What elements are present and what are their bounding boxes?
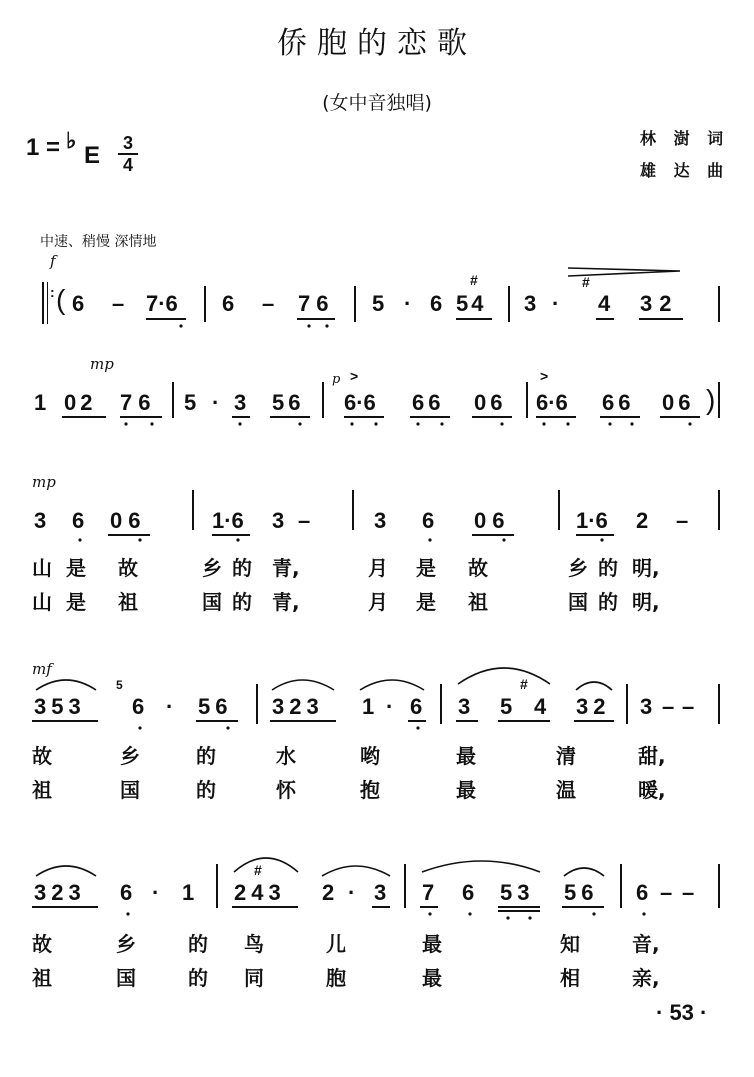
note: 6·6	[536, 390, 568, 415]
note: 02	[64, 390, 97, 415]
lyric-char: 最	[422, 966, 442, 990]
lyric-char: 的	[188, 966, 208, 990]
lyric-char: 祖	[118, 590, 138, 614]
lyric-char: 祖	[32, 778, 52, 802]
octave-dot	[179, 324, 182, 327]
dash: –	[262, 291, 275, 316]
dot: ·	[348, 880, 356, 905]
dash: –	[682, 694, 695, 719]
note: 4	[534, 694, 547, 719]
octave-dot	[325, 324, 328, 327]
note: 5	[500, 694, 513, 719]
lyric-char: 相	[560, 966, 580, 990]
note: 7·6	[146, 291, 178, 316]
lyric-char: 儿	[326, 932, 346, 956]
dot: ·	[552, 291, 560, 316]
lyric-char: 音,	[632, 932, 660, 956]
note: 323	[272, 694, 324, 719]
note: 1	[34, 390, 47, 415]
octave-dot	[440, 422, 443, 425]
note: 66	[412, 390, 445, 415]
note: 6	[462, 880, 475, 905]
lyricist-credit: 林 澍 词	[640, 129, 730, 148]
slur	[458, 668, 550, 684]
note: 32	[640, 291, 679, 316]
slur	[272, 680, 334, 690]
hairpin	[568, 268, 680, 276]
lyric-char: 是	[66, 590, 86, 614]
note: 06	[110, 508, 147, 533]
dot: ·	[386, 694, 394, 719]
note: 3	[640, 694, 653, 719]
slur	[36, 680, 96, 690]
slur	[576, 682, 612, 690]
dot: ·	[152, 880, 160, 905]
dash: –	[682, 880, 695, 905]
lyric-char: 国	[120, 778, 140, 802]
note: 1·6	[212, 508, 244, 533]
dot: ·	[166, 694, 174, 719]
octave-dot	[236, 538, 239, 541]
lyric-char: 明,	[632, 556, 660, 580]
lyric-char: 故	[32, 932, 52, 956]
dash: –	[298, 508, 311, 533]
note: 2	[636, 508, 649, 533]
key-note: E	[84, 142, 101, 169]
octave-dot	[124, 422, 127, 425]
octave-dot	[468, 912, 471, 915]
page-title: 侨胞的恋歌	[277, 26, 477, 61]
octave-dot	[688, 422, 691, 425]
lyric-char: 暖,	[638, 778, 666, 802]
lyric-char: 的	[196, 744, 216, 768]
octave-dot	[307, 324, 310, 327]
note: 3	[458, 694, 471, 719]
note: 6	[132, 694, 145, 719]
lyric-char: 的	[598, 590, 618, 614]
lyric-char: 的	[196, 778, 216, 802]
note: 76	[120, 390, 157, 415]
lyric-char: 国	[202, 590, 222, 614]
note: 6	[72, 291, 85, 316]
dash: –	[112, 291, 125, 316]
octave-dot	[566, 422, 569, 425]
grace-note: 5	[116, 678, 123, 692]
octave-dot	[428, 538, 431, 541]
lyric-char: 故	[32, 744, 52, 768]
lyric-char: 的	[232, 590, 252, 614]
note: 56	[272, 390, 305, 415]
open-paren: (	[56, 284, 66, 315]
lyric-char: 是	[416, 556, 436, 580]
octave-dot	[78, 538, 81, 541]
lyric-char: 温	[556, 778, 576, 802]
lyric-char: 的	[598, 556, 618, 580]
note: 76	[298, 291, 335, 316]
lyric-char: 青,	[272, 556, 300, 580]
slur	[360, 680, 424, 690]
note: 243	[234, 880, 286, 905]
slur	[322, 866, 390, 876]
lyric-char: 山	[32, 556, 52, 580]
slur	[422, 861, 540, 872]
lyric-char: 胞	[326, 966, 346, 990]
octave-dot	[238, 422, 241, 425]
note: 06	[474, 390, 507, 415]
octave-dot	[642, 912, 645, 915]
note: 54	[456, 291, 487, 316]
note: 1·6	[576, 508, 608, 533]
lyric-char: 哟	[360, 744, 380, 768]
lyric-char: 乡	[568, 556, 588, 580]
lyric-char: 的	[232, 556, 252, 580]
note: 56	[198, 694, 233, 719]
octave-dot	[298, 422, 301, 425]
lyric-char: 乡	[116, 932, 136, 956]
dynamic-f: f	[50, 252, 56, 270]
note: 3	[34, 508, 47, 533]
accent-mark: >	[350, 368, 359, 384]
note: 6·6	[344, 390, 376, 415]
octave-dot	[608, 422, 611, 425]
slur	[234, 858, 298, 872]
octave-dot	[428, 912, 431, 915]
note: 6	[430, 291, 443, 316]
lyric-char: 是	[416, 590, 436, 614]
note: 2	[322, 880, 335, 905]
note: 53	[500, 880, 535, 905]
octave-dot	[630, 422, 633, 425]
lyric-char: 故	[118, 556, 138, 580]
note: 6	[422, 508, 435, 533]
dot: ·	[212, 390, 220, 415]
lyric-char: 鸟	[244, 932, 264, 956]
note: 3	[234, 390, 247, 415]
note: 3	[374, 508, 387, 533]
lyric-char: 月	[368, 590, 388, 614]
lyric-char: 青,	[272, 590, 300, 614]
note: 06	[474, 508, 511, 533]
note: 6	[410, 694, 423, 719]
lyric-char: 最	[456, 778, 476, 802]
lyric-char: 乡	[120, 744, 140, 768]
dynamic-mp: mp	[32, 473, 56, 491]
note: 5	[184, 390, 197, 415]
tempo-marking: 中速、稍慢 深情地	[40, 234, 157, 250]
octave-dot	[502, 538, 505, 541]
octave-dot	[138, 726, 141, 729]
octave-dot	[350, 422, 353, 425]
octave-dot	[542, 422, 545, 425]
note: 6	[636, 880, 649, 905]
octave-dot	[416, 422, 419, 425]
note: 56	[564, 880, 599, 905]
dot: ·	[404, 291, 412, 316]
note: 1	[362, 694, 375, 719]
dash: –	[662, 694, 675, 719]
sharp-sign: #	[254, 862, 262, 878]
note: 6	[72, 508, 85, 533]
lyric-char: 的	[188, 932, 208, 956]
note: 353	[34, 694, 86, 719]
lyric-char: 国	[568, 590, 588, 614]
dash: –	[660, 880, 673, 905]
note: 3	[524, 291, 537, 316]
slur	[564, 868, 604, 876]
octave-dot	[126, 912, 129, 915]
note: 4	[598, 291, 611, 316]
sharp-sign: #	[520, 676, 528, 692]
dynamic-mf: mf	[32, 660, 52, 678]
sharp-sign: #	[470, 272, 478, 288]
octave-dot	[506, 916, 509, 919]
note: 323	[34, 880, 86, 905]
lyric-char: 明,	[632, 590, 660, 614]
note: 6	[120, 880, 133, 905]
key-prefix: 1 =	[26, 134, 61, 161]
lyric-char: 祖	[32, 966, 52, 990]
composer-credit: 雄 达 曲	[640, 161, 730, 180]
lyric-char: 最	[456, 744, 476, 768]
lyric-char: 水	[276, 744, 296, 768]
lyric-char: 同	[244, 966, 264, 990]
note: 32	[576, 694, 611, 719]
slur	[36, 866, 96, 876]
repeat-dots: :	[50, 284, 55, 300]
lyric-char: 抱	[360, 778, 380, 802]
note: 7	[422, 880, 435, 905]
note: 3	[272, 508, 285, 533]
octave-dot	[226, 726, 229, 729]
lyric-char: 亲,	[632, 966, 660, 990]
lyric-char: 怀	[276, 778, 296, 802]
lyric-char: 月	[368, 556, 388, 580]
subtitle: (女中音独唱)	[322, 92, 432, 114]
octave-dot	[592, 912, 595, 915]
note: 06	[662, 390, 695, 415]
lyric-char: 祖	[468, 590, 488, 614]
note: 3	[374, 880, 387, 905]
lyric-char: 国	[116, 966, 136, 990]
meter-bottom: 4	[122, 155, 133, 175]
lyric-char: 故	[468, 556, 488, 580]
octave-dot	[600, 538, 603, 541]
note: 1	[182, 880, 195, 905]
lyric-char: 清	[556, 744, 576, 768]
note: 66	[602, 390, 635, 415]
dynamic-p: p	[332, 372, 341, 387]
octave-dot	[138, 538, 141, 541]
lyric-char: 甜,	[638, 744, 666, 768]
lyric-char: 是	[66, 556, 86, 580]
accent-mark: >	[540, 368, 549, 384]
lyric-char: 山	[32, 590, 52, 614]
lyric-char: 最	[422, 932, 442, 956]
flat-sign: ♭	[66, 128, 77, 153]
octave-dot	[150, 422, 153, 425]
note: 5	[372, 291, 385, 316]
note: 6	[222, 291, 235, 316]
meter-top: 3	[122, 133, 133, 153]
sharp-sign: #	[582, 274, 590, 290]
page-number: · 53 ·	[656, 1000, 708, 1025]
octave-dot	[528, 916, 531, 919]
dash: –	[676, 508, 689, 533]
lyric-char: 知	[560, 932, 580, 956]
dynamic-mp: mp	[90, 355, 114, 373]
octave-dot	[500, 422, 503, 425]
close-paren: )	[706, 384, 716, 415]
octave-dot	[416, 726, 419, 729]
lyric-char: 乡	[202, 556, 222, 580]
octave-dot	[374, 422, 377, 425]
